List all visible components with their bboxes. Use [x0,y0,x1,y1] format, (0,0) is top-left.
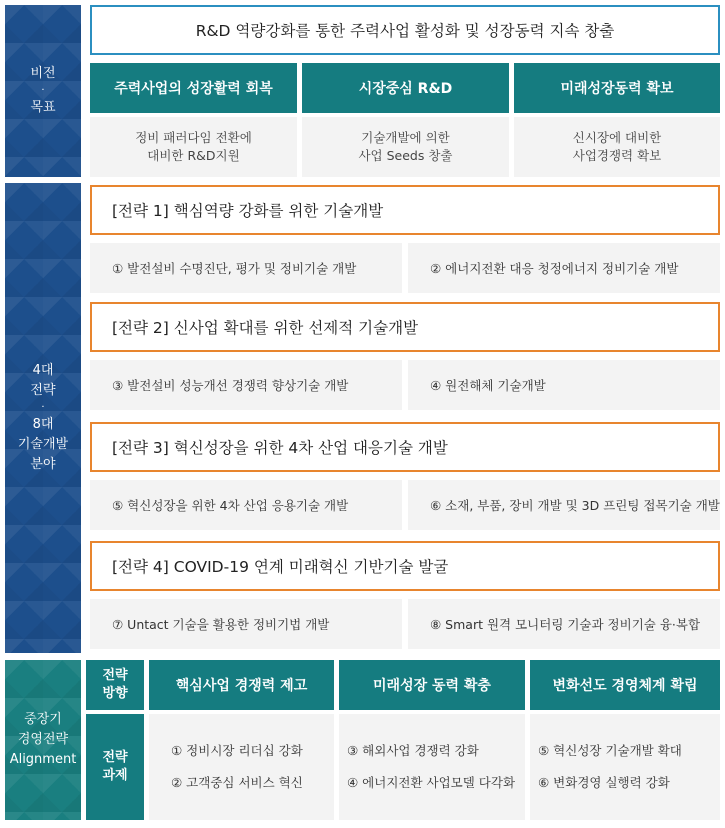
strategy-3-area-1: ⑤ 혁신성장을 위한 4차 산업 응용기술 개발 [90,480,402,530]
task-3: ③ 해외사업 경쟁력 강화 [347,743,479,758]
strategy-1-area-1: ① 발전설비 수명진단, 평가 및 정비기술 개발 [90,243,402,293]
strategy-label-5: 분야 [30,457,56,472]
strategy-2-area-1: ③ 발전설비 성능개선 경쟁력 향상기술 개발 [90,360,402,410]
direction-head-2: 미래성장 동력 확충 [339,660,525,710]
strategy-4-title: [전략 4] COVID-19 연계 미래혁신 기반기술 발굴 [90,541,720,591]
vision-label-1: 비전 [30,66,56,81]
alignment-label-1: 중장기 [24,712,62,727]
task-5: ⑤ 혁신성장 기술개발 확대 [538,743,682,758]
goal-head-3: 미래성장동력 확보 [514,63,720,113]
direction-label [86,660,144,710]
alignment-label-2: 경영전략 [17,732,69,747]
alignment-side-label [5,660,81,820]
strategy-1-area-2: ② 에너지전환 대응 청정에너지 정비기술 개발 [408,243,720,293]
direction-head-3: 변화선도 경영체계 확립 [530,660,720,710]
task-label-1: 전략 [102,750,128,765]
goal-body-2 [302,117,509,177]
strategy-4-area-1: ⑦ Untact 기술을 활용한 정비기법 개발 [90,599,402,649]
task-2: ② 고객중심 서비스 혁신 [171,775,303,790]
strategy-label-2: 전략 [30,383,56,398]
task-4: ④ 에너지전환 사업모델 다각화 [347,775,516,790]
strategy-3-title: [전략 3] 혁신성장을 위한 4차 산업 대응기술 개발 [90,422,720,472]
goal-body-3 [514,117,720,177]
task-box-3 [530,714,720,820]
strategy-1-title: [전략 1] 핵심역량 강화를 위한 기술개발 [90,185,720,235]
vision-label-dot: · [41,85,45,96]
vision-side-label [5,5,81,177]
strategy-3-area-2: ⑥ 소재, 부품, 장비 개발 및 3D 프린팅 접목기술 개발 [408,480,720,530]
strategy-label-dot: · [41,402,45,413]
strategy-4-area-2: ⑧ Smart 원격 모니터링 기술과 정비기술 융·복합 [408,599,720,649]
alignment-label-3: Alignment [9,752,77,767]
task-label-2: 과제 [102,768,128,783]
goal-head-2: 시장중심 R&D [302,63,509,113]
goal-body-3-line1: 신시장에 대비한 [572,130,662,145]
strategy-2-area-2: ④ 원전해체 기술개발 [408,360,720,410]
goal-body-1-line2: 대비한 R&D지원 [147,148,240,163]
direction-head-1: 핵심사업 경쟁력 제고 [149,660,334,710]
goal-body-1 [90,117,297,177]
strategy-label-3: 8대 [32,417,54,432]
strategy-label-4: 기술개발 [17,437,69,452]
task-box-1 [149,714,334,820]
strategy-2-title: [전략 2] 신사업 확대를 위한 선제적 기술개발 [90,302,720,352]
task-box-2 [339,714,525,820]
direction-label-2: 방향 [102,686,128,701]
task-label [86,714,144,820]
vision-title: R&D 역량강화를 통한 주력사업 활성화 및 성장동력 지속 창출 [90,5,720,55]
task-6: ⑥ 변화경영 실행력 강화 [538,775,670,790]
goal-body-1-line1: 정비 패러다임 전환에 [135,130,252,145]
strategy-side-label [5,183,81,653]
direction-label-1: 전략 [102,668,128,683]
goal-body-2-line2: 사업 Seeds 창출 [358,148,453,163]
goal-body-3-line2: 사업경쟁력 확보 [572,148,662,163]
goal-body-2-line1: 기술개발에 의한 [361,130,450,145]
strategy-label-1: 4대 [32,363,54,378]
goal-head-1: 주력사업의 성장활력 회복 [90,63,297,113]
vision-label-2: 목표 [30,100,56,115]
task-1: ① 정비시장 리더십 강화 [171,743,303,758]
